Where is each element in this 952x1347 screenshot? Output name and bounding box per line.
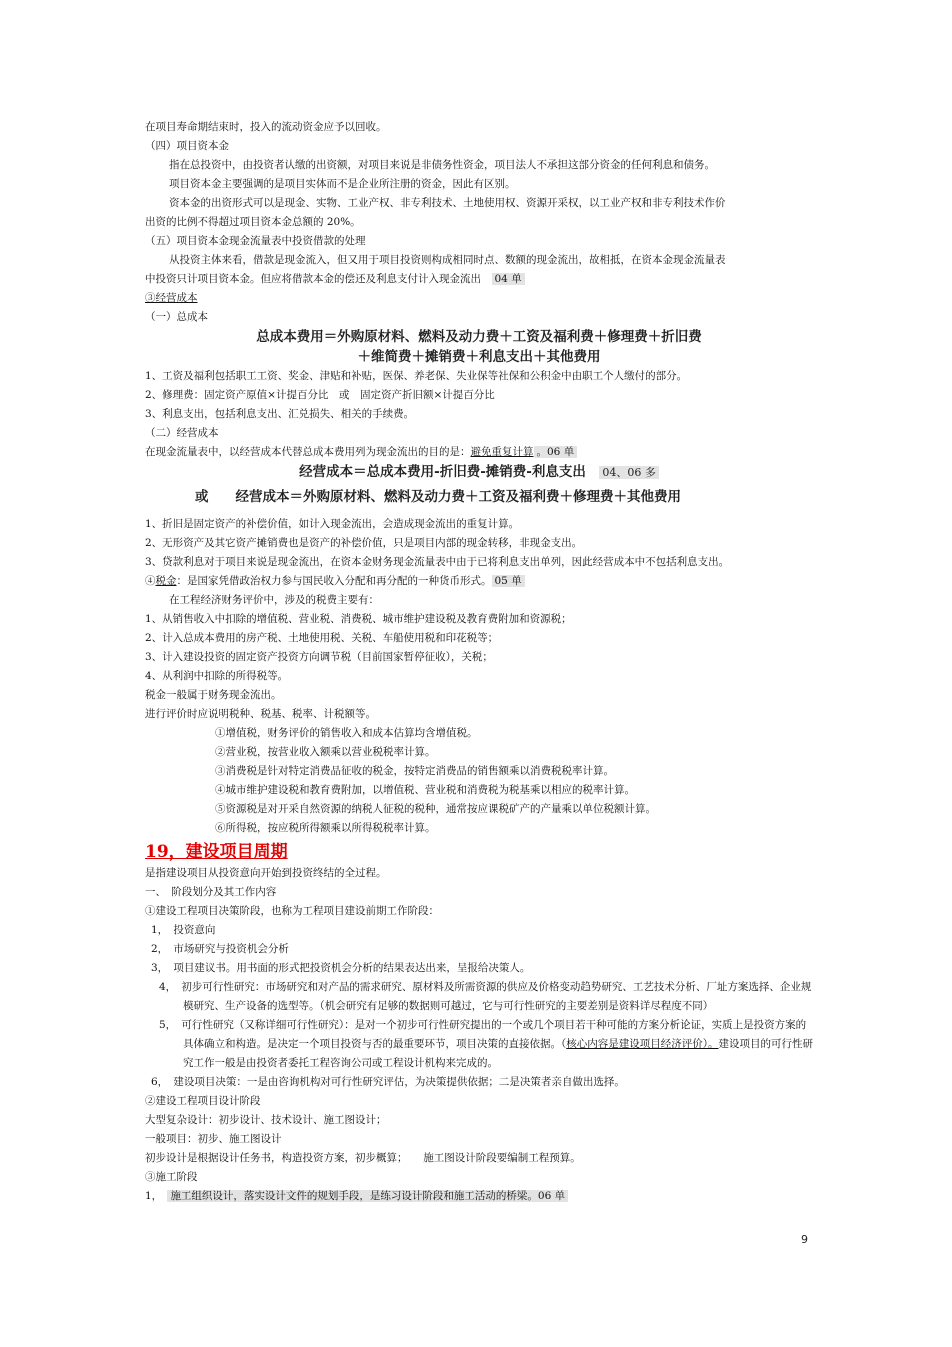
text-line bbox=[145, 572, 813, 591]
text-line: 1、工资及福利包括职工工资、奖金、津贴和补贴，医保、养老保、失业保等社保和公积金中由职工个人缴付的部分。 bbox=[145, 370, 688, 382]
formula-total-cost-line1: 总成本费用＝外购原材料、燃料及动力费＋工资及福利费＋修理费＋折旧费 bbox=[256, 329, 702, 345]
list-item: ②营业税，按营业收入额乘以营业税税率计算。 bbox=[215, 746, 436, 758]
text-line: 3、利息支出，包括利息支出、汇兑损失、相关的手续费。 bbox=[145, 408, 415, 420]
underlined-text: 核心内容是建设项目经济评价）。 bbox=[566, 1038, 719, 1050]
text-span: ④ bbox=[145, 575, 156, 587]
text-span: 建设项目的可行性研究工作一般是由投资者委托工程咨询公司或工程设计机构来完成的。 bbox=[183, 1038, 813, 1069]
formula-operating-cost-alt: 或 经营成本＝外购原材料、燃料及动力费＋工资及福利费＋修理费＋其他费用 bbox=[195, 489, 681, 505]
exam-tag: 04、06 多 bbox=[599, 466, 659, 479]
page-content bbox=[145, 118, 813, 1206]
text-line: 2、无形资产及其它资产摊销费也是资产的补偿价值，只是项目内部的现金转移，非现金支出。 bbox=[145, 537, 583, 549]
text-line bbox=[145, 270, 813, 289]
text-line: 进行评价时应说明税种、税基、税率、计税额等。 bbox=[145, 708, 376, 720]
underlined-text: 税金 bbox=[155, 575, 177, 587]
underlined-text: 避免重复计算 bbox=[470, 446, 534, 458]
text-line bbox=[145, 443, 813, 462]
formula-total-cost-line2: ＋维简费＋摊销费＋利息支出＋其他费用 bbox=[357, 349, 601, 365]
text-line: 一般项目：初步、施工图设计 bbox=[145, 1133, 282, 1145]
list-item: ①增值税，财务评价的销售收入和成本估算均含增值税。 bbox=[215, 727, 478, 739]
list-number: 1， bbox=[145, 1190, 157, 1202]
list-item: 1， 投资意向 bbox=[151, 924, 216, 936]
list-item: ⑥所得税，按应税所得额乘以所得税税率计算。 bbox=[215, 822, 436, 834]
highlighted-text: 施工组织设计，落实设计文件的规划手段，是练习设计阶段和施工活动的桥梁。06 单 bbox=[167, 1190, 568, 1202]
text-span: 中投资只计项目资本金。但应将借款本金的偿还及利息支付计入现金流出 bbox=[145, 273, 481, 285]
text-span: ：是国家凭借政治权力参与国民收入分配和再分配的一种货币形式。 bbox=[176, 575, 492, 587]
list-item: 4， 初步可行性研究：市场研究和对产品的需求研究、原材料及所需资源的供应及价格变动趋势研究、工艺技术分析、厂址方案选择、企业规模研究、生产设备的选型等。（机会研究有足够的数据则可越过，它与可行性研究的主要差别是资料详尽程度不同） bbox=[159, 981, 812, 1012]
exam-tag: 。06 单 bbox=[534, 446, 578, 458]
section-heading: （四）项目资本金 bbox=[145, 140, 229, 152]
text-line: 1、折旧是固定资产的补偿价值，如计入现金流出，会造成现金流出的重复计算。 bbox=[145, 518, 520, 530]
exam-tag: 04 单 bbox=[492, 273, 525, 285]
text-line: 1、从销售收入中扣除的增值税、营业税、消费税、城市维护建设税及教育费附加和资源税； bbox=[145, 613, 572, 625]
text-line: 税金一般属于财务现金流出。 bbox=[145, 689, 282, 701]
text-line: 4、从利润中扣除的所得税等。 bbox=[145, 670, 289, 682]
section-heading: ①建设工程项目决策阶段，也称为工程项目建设前期工作阶段： bbox=[145, 905, 439, 917]
section-heading: ③经营成本 bbox=[145, 292, 198, 304]
text-line: 大型复杂设计：初步设计、技术设计、施工图设计； bbox=[145, 1114, 387, 1126]
list-item bbox=[145, 1016, 813, 1073]
text-line: 指在总投资中，由投资者认缴的出资额，对项目来说是非债务性资金，项目法人不承担这部分资金的任何利息和债务。 bbox=[169, 159, 715, 171]
text-line: 在工程经济财务评价中，涉及的税费主要有： bbox=[169, 594, 379, 606]
list-item: 3， 项目建议书。用书面的形式把投资机会分析的结果表达出来，呈报给决策人。 bbox=[151, 962, 531, 974]
list-item: ⑤资源税是对开采自然资源的纳税人征税的税种，通常按应课税矿产的产量乘以单位税额计算。 bbox=[215, 803, 656, 815]
text-line: 项目资本金主要强调的是项目实体而不是企业所注册的资金，因此有区别。 bbox=[169, 178, 516, 190]
text-line: 是指建设项目从投资意向开始到投资终结的全过程。 bbox=[145, 867, 387, 879]
text-line: 2、修理费：固定资产原值×计提百分比 或 固定资产折旧额×计提百分比 bbox=[145, 389, 495, 401]
text-span: 在现金流量表中，以经营成本代替总成本费用列为现金流出的目的是： bbox=[145, 446, 471, 458]
text-line: 出资的比例不得超过项目资本金总额的 20%。 bbox=[145, 216, 361, 228]
section-heading: 一、 阶段划分及其工作内容 bbox=[145, 886, 277, 898]
text-span: 5， 可行性研究（又称详细可行性研究）：是对一个初步可行性研究提出的一个或几个项目若干种可能的方案分析论证，实质上是投资方案的具体确立和构造。是决定一个项目投资与否的最重要环节，项目决策的直接依据。（ bbox=[159, 1019, 807, 1050]
text-line: 初步设计是根据设计任务书，构造投资方案，初步概算； 施工图设计阶段要编制工程预算。 bbox=[145, 1152, 581, 1164]
formula-operating-cost bbox=[145, 462, 813, 483]
section-heading: ②建设工程项目设计阶段 bbox=[145, 1095, 261, 1107]
list-item: ③消费税是针对特定消费品征收的税金，按特定消费品的销售额乘以消费税税率计算。 bbox=[215, 765, 614, 777]
text-line: 3、计入建设投资的固定资产投资方向调节税（目前国家暂停征收），关税； bbox=[145, 651, 493, 663]
formula-text: 经营成本＝总成本费用-折旧费-摊销费-利息支出 bbox=[299, 464, 586, 480]
page-number: 9 bbox=[801, 1233, 808, 1246]
text-line: 从投资主体来看，借款是现金流入，但又用于项目投资则构成相同时点、数额的现金流出，故相抵，在资本金现金流量表 bbox=[169, 254, 726, 266]
list-item: ④城市维护建设税和教育费附加，以增值税、营业税和消费税为税基乘以相应的税率计算。 bbox=[215, 784, 635, 796]
text-line: 2、计入总成本费用的房产税、土地使用税、关税、车船使用税和印花税等； bbox=[145, 632, 499, 644]
text-line: 3、贷款利息对于项目来说是现金流出，在资本金财务现金流量表中由于已将利息支出单列，因此经营成本中不包括利息支出。 bbox=[145, 556, 730, 568]
list-item: 6， 建设项目决策：一是由咨询机构对可行性研究评估，为决策提供依据；二是决策者亲自做出选择。 bbox=[151, 1076, 625, 1088]
section-heading: （二）经营成本 bbox=[145, 427, 219, 439]
list-item: 2， 市场研究与投资机会分析 bbox=[151, 943, 289, 955]
exam-tag: 05 单 bbox=[492, 575, 525, 587]
section-heading: ③施工阶段 bbox=[145, 1171, 198, 1183]
section-heading: （五）项目资本金现金流量表中投资借款的处理 bbox=[145, 235, 366, 247]
text-line bbox=[145, 1187, 813, 1206]
section-heading: （一）总成本 bbox=[145, 311, 208, 323]
chapter-heading: 19，建设项目周期 bbox=[145, 842, 288, 862]
text-line: 资本金的出资形式可以是现金、实物、工业产权、非专利技术、土地使用权、资源开采权，以工业产权和非专利技术作价 bbox=[169, 197, 726, 209]
text-line: 在项目寿命期结束时，投入的流动资金应予以回收。 bbox=[145, 121, 387, 133]
